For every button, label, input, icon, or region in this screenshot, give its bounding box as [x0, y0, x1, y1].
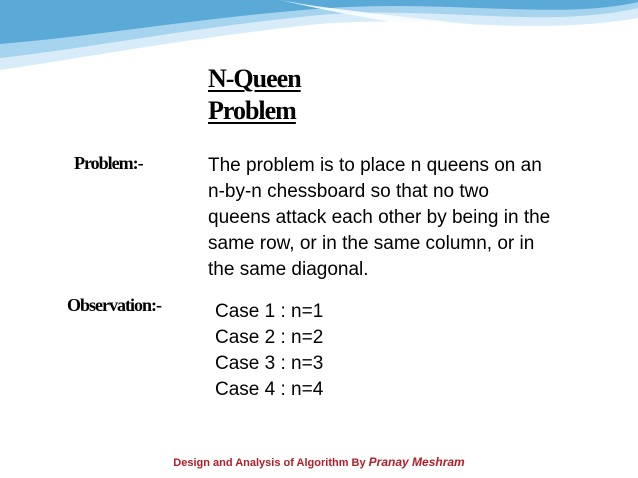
footer-prefix: Design and Analysis of Algorithm By	[173, 457, 369, 469]
observation-cases-list	[215, 299, 323, 403]
observation-label: Observation:-	[67, 295, 161, 315]
title-line-1: N-Queen	[208, 64, 301, 93]
case-item: Case 1 : n=1	[215, 301, 324, 322]
header-wave-decoration	[0, 0, 638, 80]
problem-label: Problem:-	[74, 153, 143, 173]
case-item: Case 3 : n=3	[215, 353, 324, 374]
footer-author: Pranay Meshram	[368, 455, 465, 469]
title-line-2: Problem	[208, 96, 296, 125]
problem-statement: The problem is to place n queens on an n-by-n chessboard so that no two queens attack each other by being in the same row, or in the same column, or in the same diagonal.	[208, 155, 551, 280]
slide-title	[208, 63, 301, 127]
case-item: Case 2 : n=2	[215, 327, 324, 348]
slide-footer	[0, 455, 638, 469]
case-item: Case 4 : n=4	[215, 379, 324, 400]
